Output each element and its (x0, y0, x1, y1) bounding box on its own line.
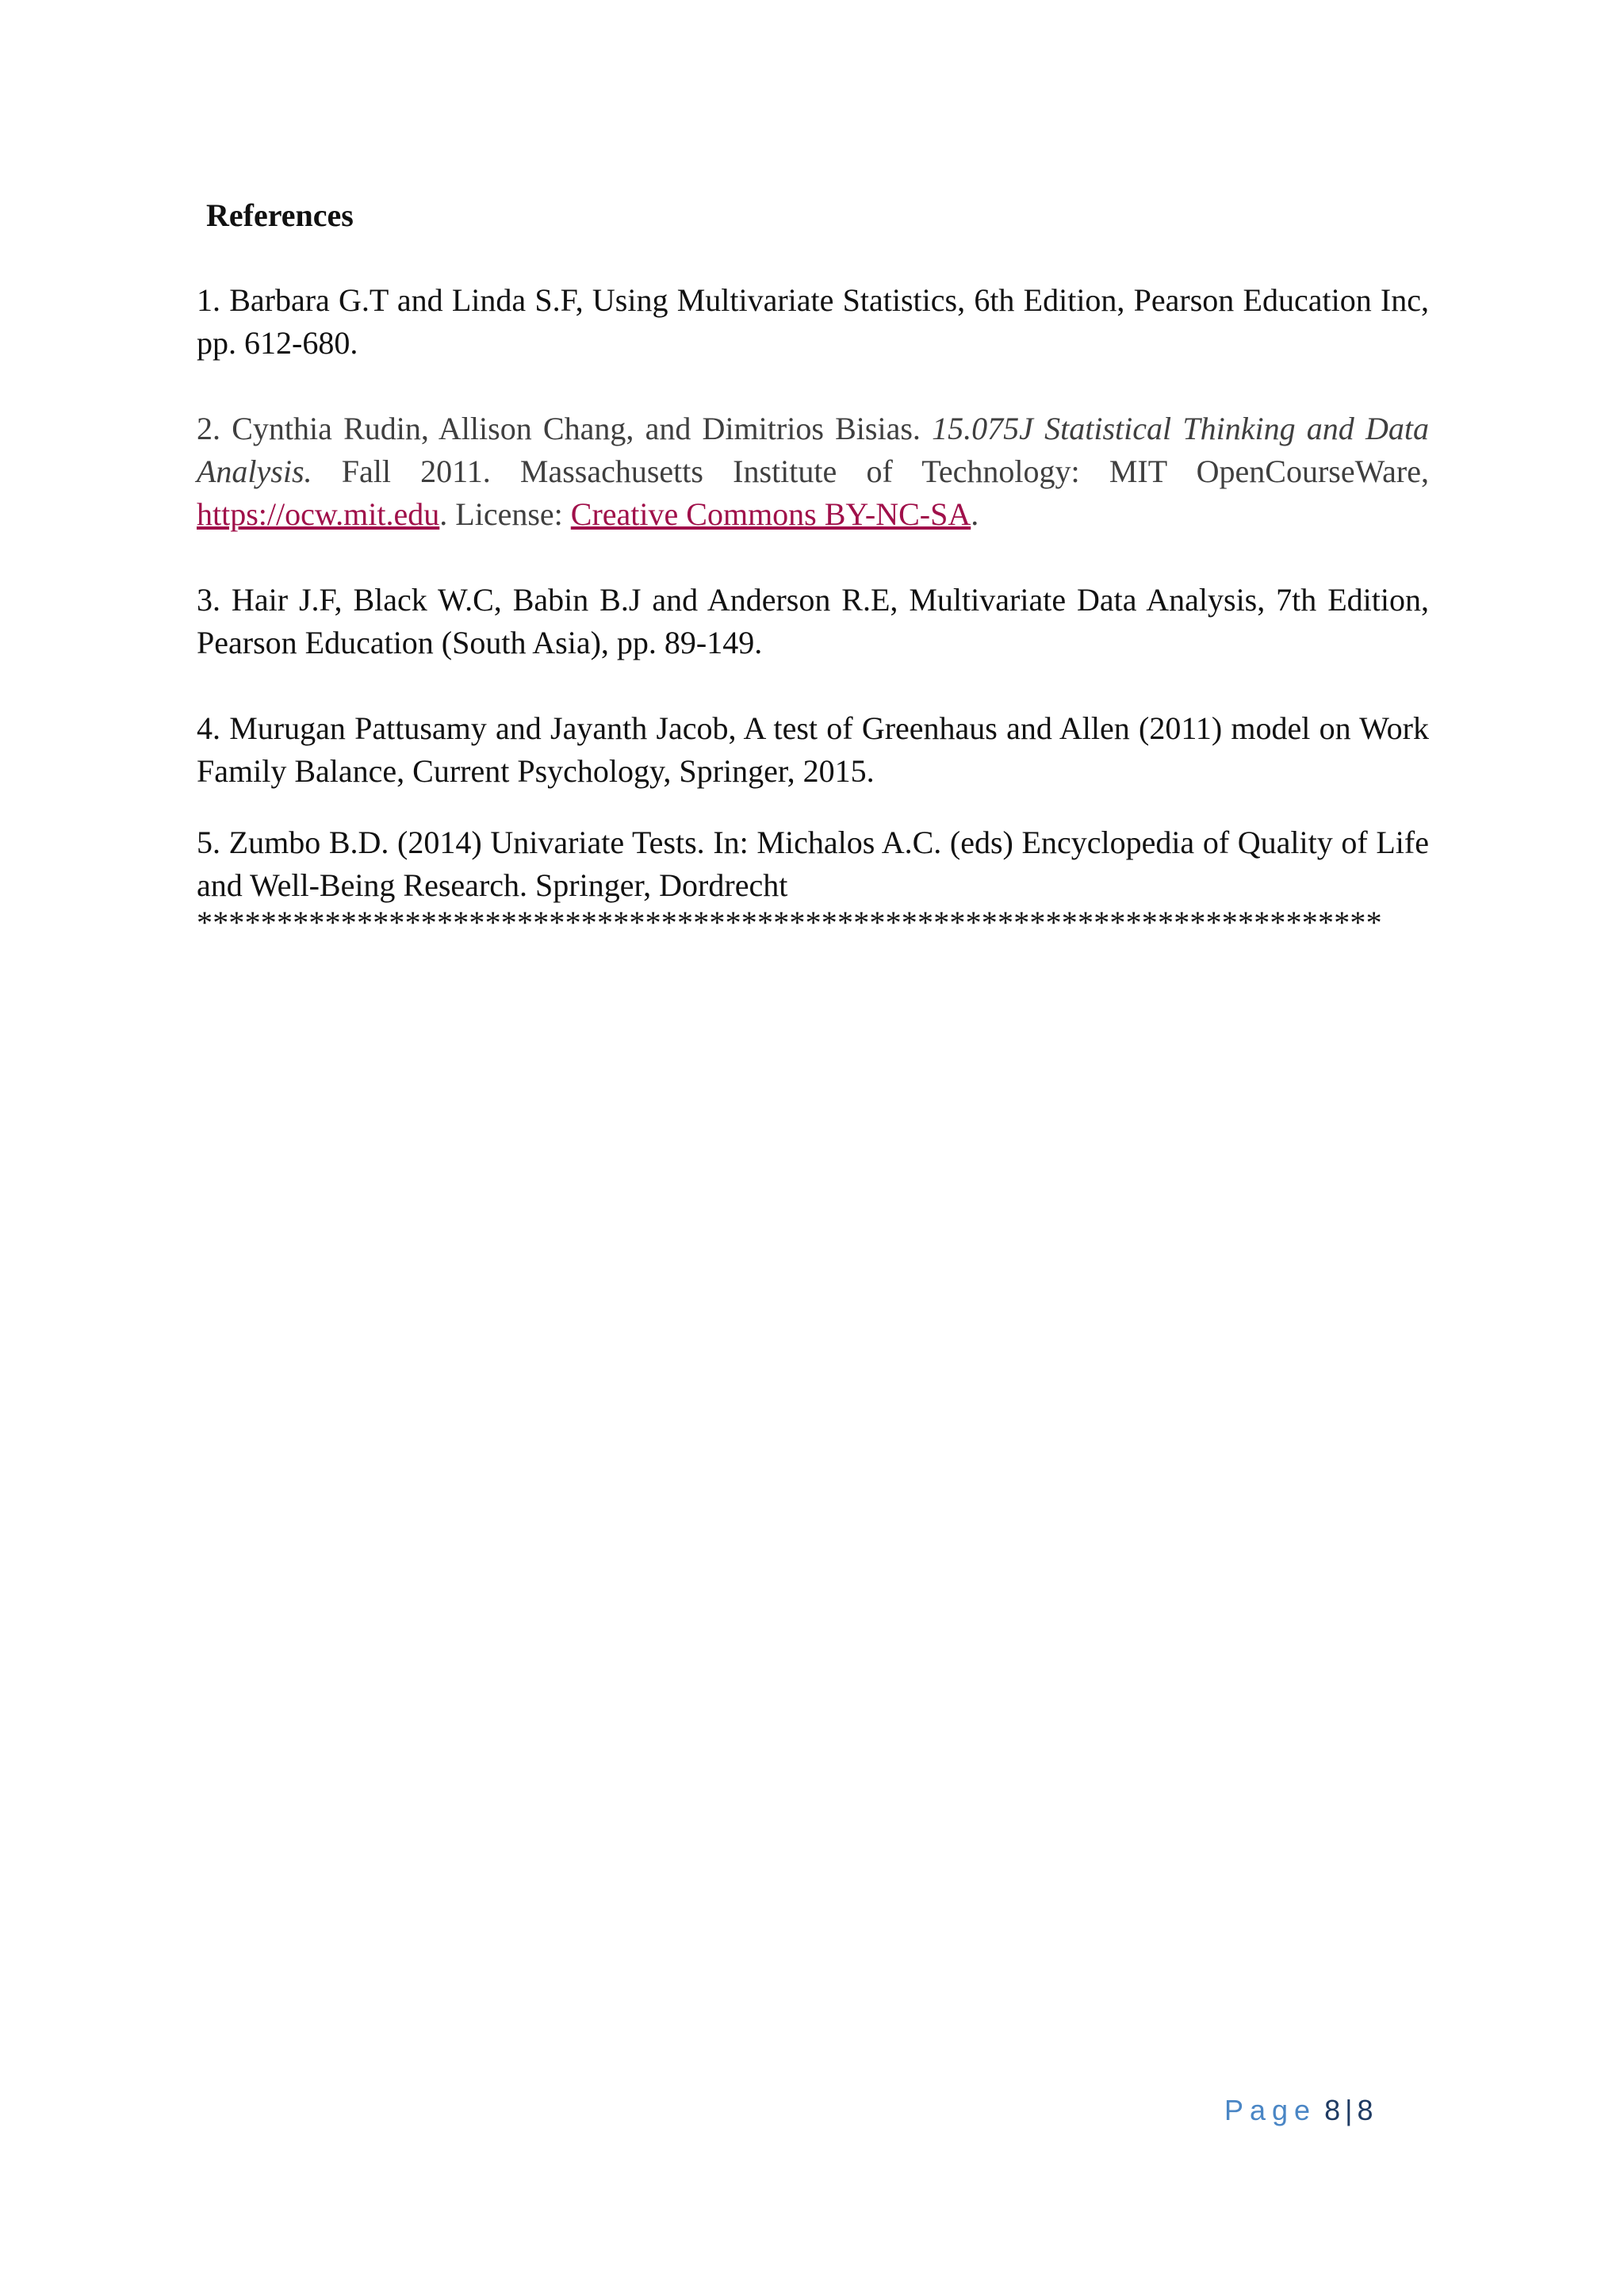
page-label: Page (1224, 2094, 1317, 2126)
reference-item-5: 5. Zumbo B.D. (2014) Univariate Tests. In: Michalos A.C. (eds) Encyclopedia of Quality of Life and Well-Being Research. Springer, Dordrecht (197, 825, 1429, 903)
ocw-link[interactable]: https://ocw.mit.edu (197, 496, 440, 532)
page-footer (1224, 2093, 1373, 2128)
reference-list (197, 279, 1429, 939)
reference-2-title: 15.075J Statistical Thinking and Data Analysis. (197, 411, 1430, 489)
reference-2-license-label: . License: (439, 496, 571, 532)
reference-2-details: Fall 2011. Massachusetts Institute of Technology: MIT OpenCourseWare, (312, 453, 1429, 489)
page-divider: | (1345, 2094, 1353, 2126)
separator-line: ************************************************************************** (197, 907, 1382, 939)
total-page-number: 8 (1357, 2094, 1373, 2126)
references-heading: References (206, 197, 354, 233)
reference-2-end: . (971, 496, 979, 532)
reference-item-3: 3. Hair J.F, Black W.C, Babin B.J and Anderson R.E, Multivariate Data Analysis, 7th Edition, Pearson Education (South Asia), pp. 89-149. (197, 582, 1429, 660)
reference-item-2 (197, 408, 1429, 536)
reference-2-authors: 2. Cynthia Rudin, Allison Chang, and Dimitrios Bisias. (197, 411, 933, 446)
reference-item-4: 4. Murugan Pattusamy and Jayanth Jacob, A test of Greenhaus and Allen (2011) model on Work Family Balance, Current Psychology, Springer, 2015. (197, 710, 1429, 789)
creative-commons-link[interactable]: Creative Commons BY-NC-SA (570, 496, 971, 532)
current-page-number: 8 (1324, 2094, 1341, 2126)
reference-item-1: 1. Barbara G.T and Linda S.F, Using Multivariate Statistics, 6th Edition, Pearson Education Inc, pp. 612-680. (197, 282, 1429, 361)
